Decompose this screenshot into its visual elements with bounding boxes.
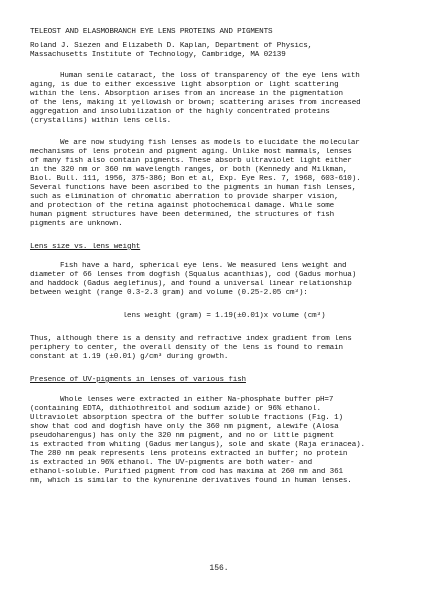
section-heading: Lens size vs. lens weight [30, 243, 141, 251]
para4-line: Thus, although there is a density and refractive index gradient from lens [30, 335, 352, 343]
para2-line: pigments are unknown. [30, 220, 123, 228]
para1-line: within the lens. Absorption arises from an increase in the pigmentation [30, 90, 343, 98]
section-heading: Presence of UV-pigments in lenses of various fish [30, 376, 246, 384]
page-number: 156. [209, 564, 229, 573]
para2-line: of many fish also contain pigments. These absorb ultraviolet light either [30, 157, 352, 165]
equation: lens weight (gram) = 1.19(±0.01)x volume (cm³) [122, 312, 326, 320]
para2-line: Biol. Bull. 111, 1956, 375-386; Bon et al, Exp. Eye Res. 7, 1968, 603-610). [30, 175, 361, 183]
para2-line: in the 320 nm or 360 nm wavelength ranges, or both (Kennedy and Milkman, [30, 166, 348, 174]
para5-line: Ultraviolet absorption spectra of the buffer soluble fractions (Fig. 1) [30, 414, 343, 422]
para5-line: pseudoharengus) has only the 320 nm pigment, and no or little pigment [30, 432, 335, 440]
para2-line: human pigment structures have been determined, the structures of fish [30, 211, 335, 219]
affiliation-line: Massachusetts Institute of Technology, Cambridge, MA 02139 [30, 51, 286, 59]
para5-line: is extracted from whiting (Gadus merlangus), sole and skate (Raja erinacea). [30, 441, 365, 449]
para1-line: Human senile cataract, the loss of transparency of the eye lens with [60, 72, 360, 80]
para5-line: nm, which is similar to the kynurenine derivatives found in human lenses. [30, 477, 352, 485]
para2-line: and protection of the retina against photochemical damage. While some [30, 202, 335, 210]
para5-line: (containing EDTA, dithiothreitol and sodium azide) or 96% ethanol. [30, 405, 321, 413]
para5-line: show that cod and dogfish have only the 360 nm pigment, alewife (Alosa [30, 423, 339, 431]
para3-line: and haddock (Gadus aeglefinus), and found a universal linear relationship [30, 280, 352, 288]
para3-line: Fish have a hard, spherical eye lens. We measured lens weight and [60, 262, 347, 270]
para2-line: mechanisms of lens protein and pigment aging. Unlike most mammals, lenses [30, 148, 352, 156]
author-line: Roland J. Siezen and Elizabeth D. Kaplan, Department of Physics, [30, 42, 313, 50]
para5-line: Whole lenses were extracted in either Na-phosphate buffer pH=7 [60, 396, 334, 404]
para3-line: diameter of 66 lenses from dogfish (Squalus acanthias), cod (Gadus morhua) [30, 271, 357, 279]
para2-line: We are now studying fish lenses as models to elucidate the molecular [60, 139, 360, 147]
para3-line: between weight (range 0.3-2.3 gram) and volume (0.25-2.05 cm³): [30, 289, 308, 297]
paper-title: TELEOST AND ELASMOBRANCH EYE LENS PROTEINS AND PIGMENTS [30, 28, 273, 36]
para2-line: Several functions have been ascribed to the pigments in human fish lenses, [30, 184, 357, 192]
para1-line: aging, is due to either excessive light absorption or light scattering [30, 81, 339, 89]
para1-line: (crystallins) within lens cells. [30, 117, 172, 125]
para1-line: of the lens, making it yellowish or brown; scattering arises from increased [30, 99, 361, 107]
para4-line: periphery to center, the overall density of the lens is found to remain [30, 344, 343, 352]
para5-line: ethanol-soluble. Purified pigment from cod has maxima at 260 nm and 361 [30, 468, 343, 476]
para1-line: aggregation and insolubilization of the highly concentrated proteins [30, 108, 330, 116]
para5-line: The 280 nm peak represents lens proteins extracted in buffer; no protein [30, 450, 348, 458]
para5-line: is extracted in 96% ethanol. The UV-pigments are both water- and [30, 459, 313, 467]
para4-line: constant at 1.19 (±0.01) g/cm³ during growth. [30, 353, 229, 361]
para2-line: such as elimination of chromatic aberration to provide sharper vision, [30, 193, 339, 201]
